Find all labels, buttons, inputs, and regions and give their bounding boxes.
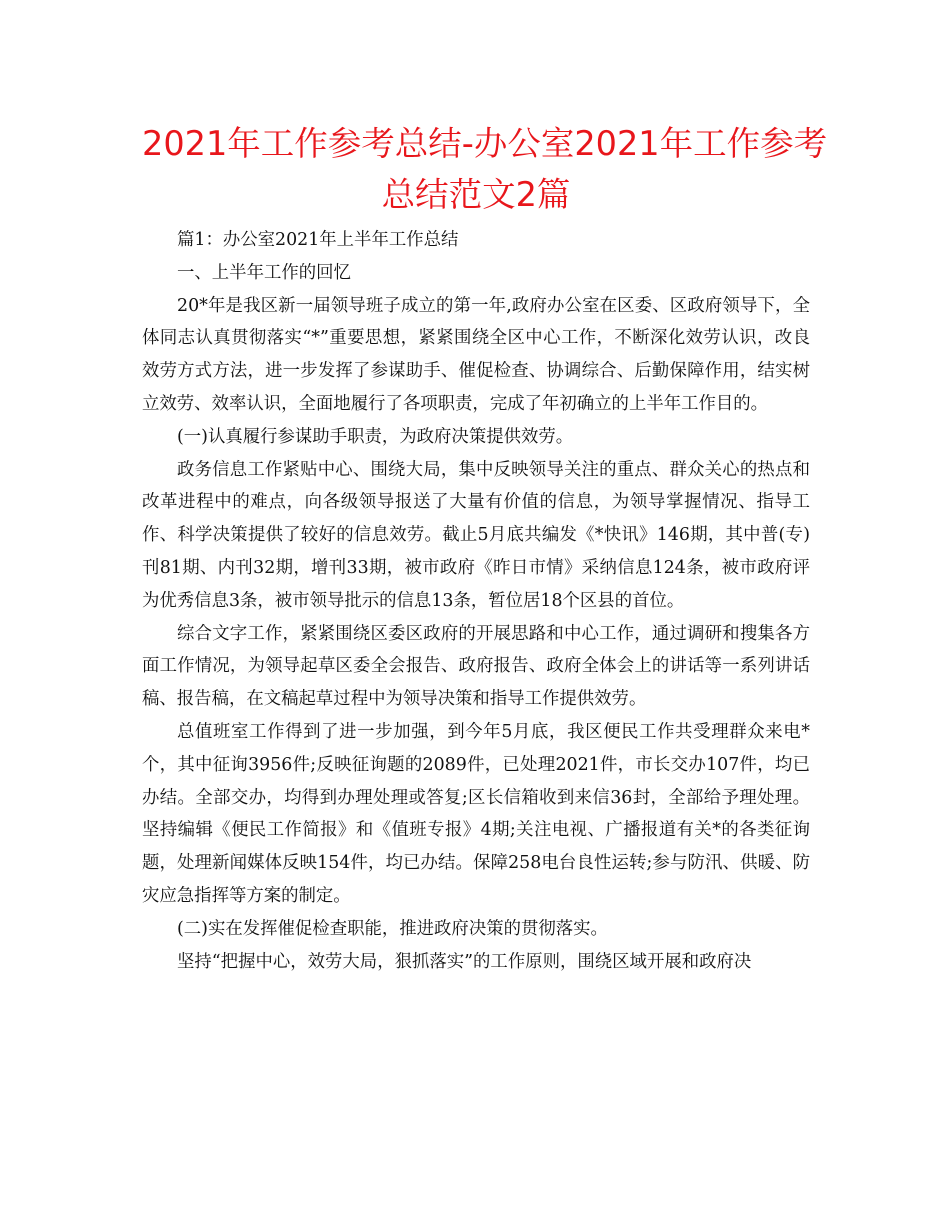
- subsection-heading: (二)实在发挥催促检查职能，推进政府决策的贯彻落实。: [177, 918, 608, 939]
- body-paragraph: 总值班室工作得到了进一步加强，到今年5月底，我区便民工作共受理群众来电*个，其中征询3956件;反映征询题的2089件，已处理2021件，市长交办107件，均已办结。全部交办，均得到办理处理或答复;区长信箱收到来信36封，全部给予理处理。坚持编辑《便民工作简报》和《值班专报》4期;关注电视、广播报道有关*的各类征询题，处理新闻媒体反映154件，均已办结。保障258电台良性运转;参与防汛、供暖、防灾应急指挥等方案的制定。: [142, 721, 810, 906]
- body-paragraph: 坚持“把握中心，效劳大局，狠抓落实”的工作原则，围绕区域开展和政府决: [177, 951, 752, 972]
- document-title: [142, 118, 828, 220]
- body-paragraph: 政务信息工作紧贴中心、围绕大局，集中反映领导关注的重点、群众关心的热点和改革进程中的难点，向各级领导报送了大量有价值的信息，为领导掌握情况、指导工作、科学决策提供了较好的信息效劳。截止5月底共编发《*快讯》146期，其中普(专)刊81期、内刊32期，增刊33期，被市政府《昨日市情》采纳信息124条，被市政府评为优秀信息3条，被市领导批示的信息13条，暂位居18个区县的首位。: [142, 459, 810, 611]
- body-paragraph: 综合文字工作，紧紧围绕区委区政府的开展思路和中心工作，通过调研和搜集各方面工作情况，为领导起草区委全会报告、政府报告、政府全体会上的讲话等一系列讲话稿、报告稿，在文稿起草过程中为领导决策和指导工作提供效劳。: [142, 623, 810, 710]
- section-heading: 篇1：办公室2021年上半年工作总结: [177, 230, 459, 250]
- body-paragraph: 20*年是我区新一届领导班子成立的第一年,政府办公室在区委、区政府领导下，全体同志认真贯彻落实“*”重要思想，紧紧围绕全区中心工作，不断深化效劳认识，改良效劳方式方法，进一步发挥了参谋助手、催促检查、协调综合、后勤保障作用，结实树立效劳、效率认识，全面地履行了各项职责，完成了年初确立的上半年工作目的。: [142, 295, 810, 414]
- subsection-heading: (一)认真履行参谋助手职责，为政府决策提供效劳。: [177, 426, 574, 447]
- document-title-line-1: 2021年工作参考总结-办公室2021年工作参考: [142, 124, 828, 163]
- subsection-heading: 一、上半年工作的回忆: [177, 262, 351, 283]
- document-body: [142, 224, 810, 978]
- document-title-line-2: 总结范文2篇: [381, 175, 571, 214]
